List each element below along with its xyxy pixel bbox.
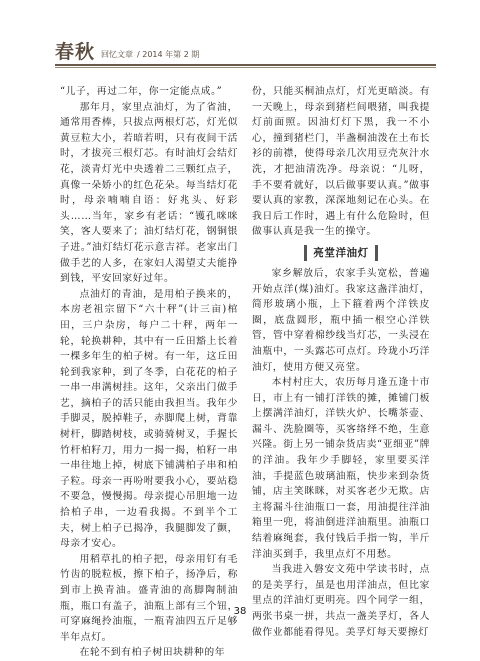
magazine-issue: / 2014 年第 2 期 <box>137 50 200 59</box>
right-column <box>252 84 430 640</box>
paragraph: “儿子，再过二年，你一定能点成。” <box>60 86 223 97</box>
paragraph: 份，只能买桐油点灯，灯光更暗淡。有一天晚上，母亲到猪栏间喂猪，叫我提灯前面照。因油灯灯下黑，我一不小心，撞到猪栏门，半盏桐油泼在土布长衫的前襟，使得母亲几次用豆壳灰汁水洗，才把油清洗净。母亲说：“儿呀，手不要肴就好，以后做事要认真。”做事要认真的家教，深深地刻记在心头。在我日后工作时，遇上有什么危险时，但做事认真是我一生的操守。 <box>252 86 430 238</box>
paragraph: 用稻草扎的柏子把，母亲用钉有毛竹齿的脱粒板，擦下柏子，扬净后，称到市上换青油。盛青油的高脚陶制油瓶，瓶口有盖子，油瓶上部有三个钮，可穿麻绳拎油瓶，一瓶青油四五斤足够半年点灯。 <box>60 553 238 643</box>
paragraph: 在轮不到有柏子树田块耕种的年 <box>79 647 226 659</box>
page-number: 38 <box>233 606 247 617</box>
paragraph: 当我进入磐安文苑中学读书时，点的是美孚行，虽是也用洋油点，但比家里点的洋油灯更明亮。四个同学一组，两张书桌一拼，共点一盏美孚灯，各人做作业都能看得见。美孚灯每天要擦灯 <box>252 564 430 638</box>
paragraph: 本村村庄大，农历每月逢五逢十市日，市上有一铺打洋铁的摊，摊铺门板上摆满洋油灯，洋铁火炉、长嘴茶壶、漏斗、洗脸圈等，买客络绎不绝，生意兴隆。街上另一铺杂货店卖“亚细亚”牌的洋油。我年少手脚轻，家里要买洋油，手提蓝色玻璃油瓶，快步来到杂货铺，店主笑眯眯，对买客老少无欺。店主将漏斗往油瓶口一套，用油提往洋油箱里一兜，将油倒进洋油瓶里。油瓶口结着麻绳套，我付钱后手指一钩，半斤洋油买到手，我里点灯不用愁。 <box>252 377 430 560</box>
magazine-title: 春秋 <box>55 41 96 63</box>
left-column <box>60 84 238 661</box>
section-heading <box>252 244 430 262</box>
paragraph: 那年月，家里点油灯，为了省油，通常用香棒，只拔点两根灯芯，灯光似黄豆粒大小，若暗若明，只有夜间干活时，才拔亮三根灯芯。有时油灯会结灯花，淡青灯光中央透着二三颗红点子，真像一朵娇小的红色花朵。每当结灯花时，母亲喃喃自语：好兆头、好彩头……当年，家乡有老话：“镬孔咪咪笑，客人要来了；油灯结灯花，钢铜银子进。”油灯结灯花示意吉祥。老家出门做手艺的人多，在家妇人渴望丈夫能挣到钱，平安回家好过年。 <box>60 101 238 285</box>
section-title: 亮堂洋油灯 <box>304 245 378 261</box>
magazine-header <box>55 28 435 62</box>
header-rule <box>55 64 436 66</box>
paragraph: 家乡解放后，农家手头宽松，普遍开始点洋(煤)油灯。我家这盏洋油灯，简形玻璃小瓶，上下箍着两个洋铁皮圈，底盘圆形，瓶中插一根空心洋铁管，管中穿着棉纱线当灯芯，一头浸在油瓶中，一头露芯可点灯。玲珑小巧洋油灯，使用方便又亮堂。 <box>252 267 430 373</box>
magazine-subtitle: 回忆文章 <box>101 50 134 59</box>
paragraph: 点油灯的青油，是用柏子换来的，本房老祖宗留下“六十秤”(计三亩)棺田，三户杂房，每户二十秤，两年一轮，轮换耕种，其中有一丘田豁上长着一棵多年生的柏子树。有一年，这丘田轮到我家种，到了冬季，白花花的柏子一串一串满树挂。这年，父亲出门做手艺，摘柏子的活只能由我担当。我年少手脚灵，脱掉鞋子，赤脚爬上树，背靠树杆，脚踏树枝，或骑骑树叉，手握长竹杆柏籽刀，用力一揭一揭，柏籽一串一串往地上掉，树底下铺满柏子串和柏子粒。母亲一再吩咐要我小心，要站稳不要急，慢慢揭。母亲提心吊胆地一边拾柏子串，一边看我揭。不到半个工夫，树上柏子已揭净，我腿脚发了颤，母亲才安心。 <box>60 288 238 550</box>
header-rule-thin <box>55 67 436 68</box>
